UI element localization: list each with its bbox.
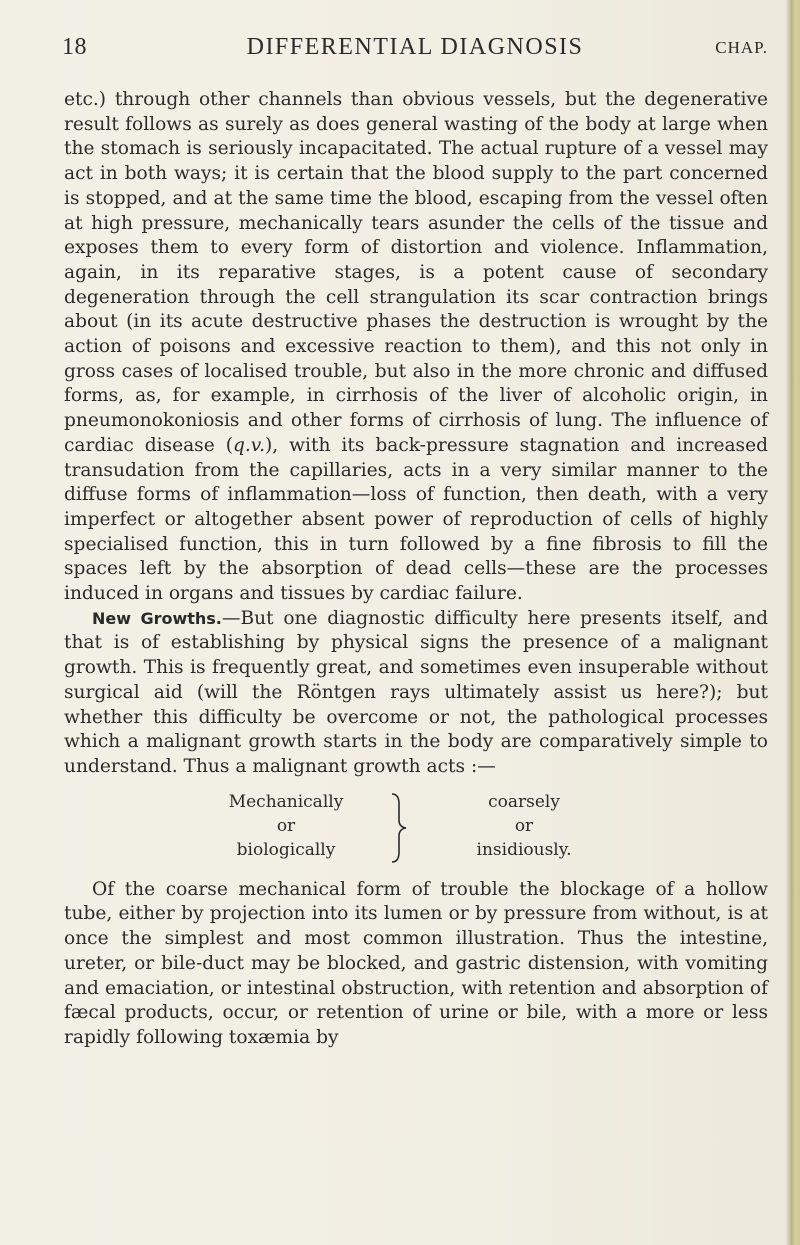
- running-header: [62, 34, 768, 68]
- chapter-label: CHAP.: [715, 38, 768, 57]
- scheme-right-column: [464, 790, 584, 862]
- paragraph-cardiac-part2: ), with its back-pressure stagnation and increased transudation from the capillaries, acts in a very similar manner to the diffuse forms of inflammation—loss of function, then death, with a very imperfect or altogether absent power of reproduction of cells of highly specialised function, this in turn followed by a fine fibrosis to fill the spaces left by the absorption of dead cells—these are the processes induced in organs and tissues by cardiac failure.: [64, 434, 768, 605]
- paragraph-cardiac-part1: etc.) through other channels than obvious vessels, but the degenerative result follows as surely as does general wasting of the body at large when the stomach is seriously incapacitated. The actual rupture of a vessel may act in both ways; it is certain that the blood supply to the part concerned is stopped, and at the same time the blood, escaping from the vessel often at high pressure, mechanically tears asunder the cells of the tissue and exposes them to every form of distortion and violence. Inflammation, again, in its reparative stages, is a potent cause of secondary degeneration through the cell strangulation its scar contraction brings about (in its acute destructive phases the destruction is wrought by the action of poisons and excessive reaction to them), and this not only in gross cases of localised trouble, but also in the more chronic and diffused forms, as, for example, in cirrhosis of the liver of alcoholic origin, in pneumonokoniosis and other forms of cirrhosis of lung. The influence of cardiac disease (: [64, 89, 768, 456]
- scheme-right-mid: or: [514, 815, 534, 836]
- scheme-left-bottom: biologically: [236, 839, 336, 860]
- scheme-left-mid: or: [276, 815, 296, 836]
- scheme-left-top: Mechanically: [228, 791, 344, 812]
- bracket-scheme: [64, 790, 768, 870]
- paragraph-coarse-mechanical: Of the coarse mechanical form of trouble the blockage of a hollow tube, either by projection into its lumen or by pressure from without, is at once the simplest and most common illustration. Thus the intestine, ureter, or bile-duct may be blocked, and gastric distension, with vomiting and emaciation, or intestinal obstruction, with retention and absorption of fæcal products, occur, or retention of urine or bile, with a more or less rapidly following toxæmia by: [64, 878, 768, 1048]
- scheme-right-top: coarsely: [488, 791, 560, 812]
- scheme-left-column: [191, 790, 381, 862]
- paragraph-new-growths-text: —But one diagnostic difficulty here presents itself, and that is of establishing by physical signs the presence of a malignant growth. This is frequently great, and sometimes even insuperable without surgical aid (will the Röntgen rays ultimately assist us here?); but whether this difficulty be overcome or not, the pathological processes which a malignant growth starts in the body are comparatively simple to understand. Thus a malignant growth acts :—: [64, 607, 769, 777]
- paragraph-cardiac-qv: q.v.: [232, 434, 265, 456]
- page-number: 18: [62, 34, 87, 60]
- paragraph-cardiac: [64, 88, 768, 607]
- brace-icon: [386, 792, 412, 864]
- body-text: [64, 88, 768, 1051]
- paragraph-new-growths: [64, 607, 768, 780]
- page-edge: [786, 0, 800, 1245]
- section-heading-new-growths: New Growths.: [92, 608, 222, 628]
- scheme-right-bottom: insidiously.: [476, 839, 572, 860]
- running-title: DIFFERENTIAL DIAGNOSIS: [246, 34, 584, 60]
